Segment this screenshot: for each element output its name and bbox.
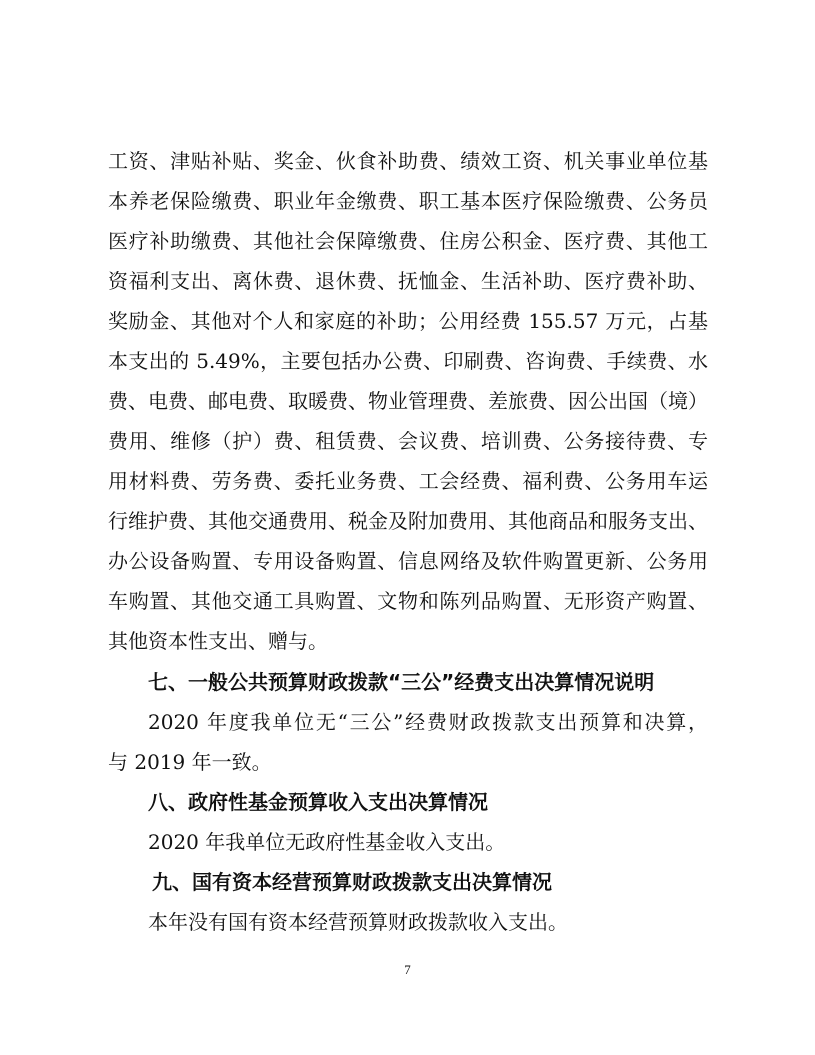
- body-line: 费、电费、邮电费、取暖费、物业管理费、差旅费、因公出国（境）: [108, 389, 708, 413]
- section-7-paragraph-end: 与 2019 年一致。: [108, 750, 272, 774]
- section-8-heading: 八、政府性基金预算收入支出决算情况: [148, 790, 488, 814]
- body-line: 奖励金、其他对个人和家庭的补助；公用经费 155.57 万元，占基: [108, 309, 708, 333]
- body-line: 工资、津贴补贴、奖金、伙食补助费、绩效工资、机关事业单位基: [108, 149, 708, 173]
- body-line: 行维护费、其他交通费用、税金及附加费用、其他商品和服务支出、: [108, 509, 708, 533]
- section-7-heading: 七、一般公共预算财政拨款“三公”经费支出决算情况说明: [148, 670, 655, 694]
- section-7-paragraph: 2020 年度我单位无“三公”经费财政拨款支出预算和决算，: [148, 710, 708, 734]
- body-line: 其他资本性支出、赠与。: [108, 629, 328, 653]
- body-line: 用材料费、劳务费、委托业务费、工会经费、福利费、公务用车运: [108, 469, 708, 493]
- body-line: 办公设备购置、专用设备购置、信息网络及软件购置更新、公务用: [108, 549, 708, 573]
- body-line: 资福利支出、离休费、退休费、抚恤金、生活补助、医疗费补助、: [108, 269, 708, 293]
- body-line: 车购置、其他交通工具购置、文物和陈列品购置、无形资产购置、: [108, 589, 708, 613]
- body-line: 费用、维修（护）费、租赁费、会议费、培训费、公务接待费、专: [108, 429, 708, 453]
- section-9-heading: 九、国有资本经营预算财政拨款支出决算情况: [152, 870, 552, 894]
- section-8-paragraph: 2020 年我单位无政府性基金收入支出。: [148, 830, 506, 854]
- page-number: 7: [404, 962, 411, 977]
- body-line: 医疗补助缴费、其他社会保障缴费、住房公积金、医疗费、其他工: [108, 229, 708, 253]
- body-line: 本支出的 5.49%，主要包括办公费、印刷费、咨询费、手续费、水: [108, 349, 708, 373]
- body-line: 本养老保险缴费、职业年金缴费、职工基本医疗保险缴费、公务员: [108, 189, 708, 213]
- section-9-paragraph: 本年没有国有资本经营预算财政拨款收入支出。: [148, 910, 568, 934]
